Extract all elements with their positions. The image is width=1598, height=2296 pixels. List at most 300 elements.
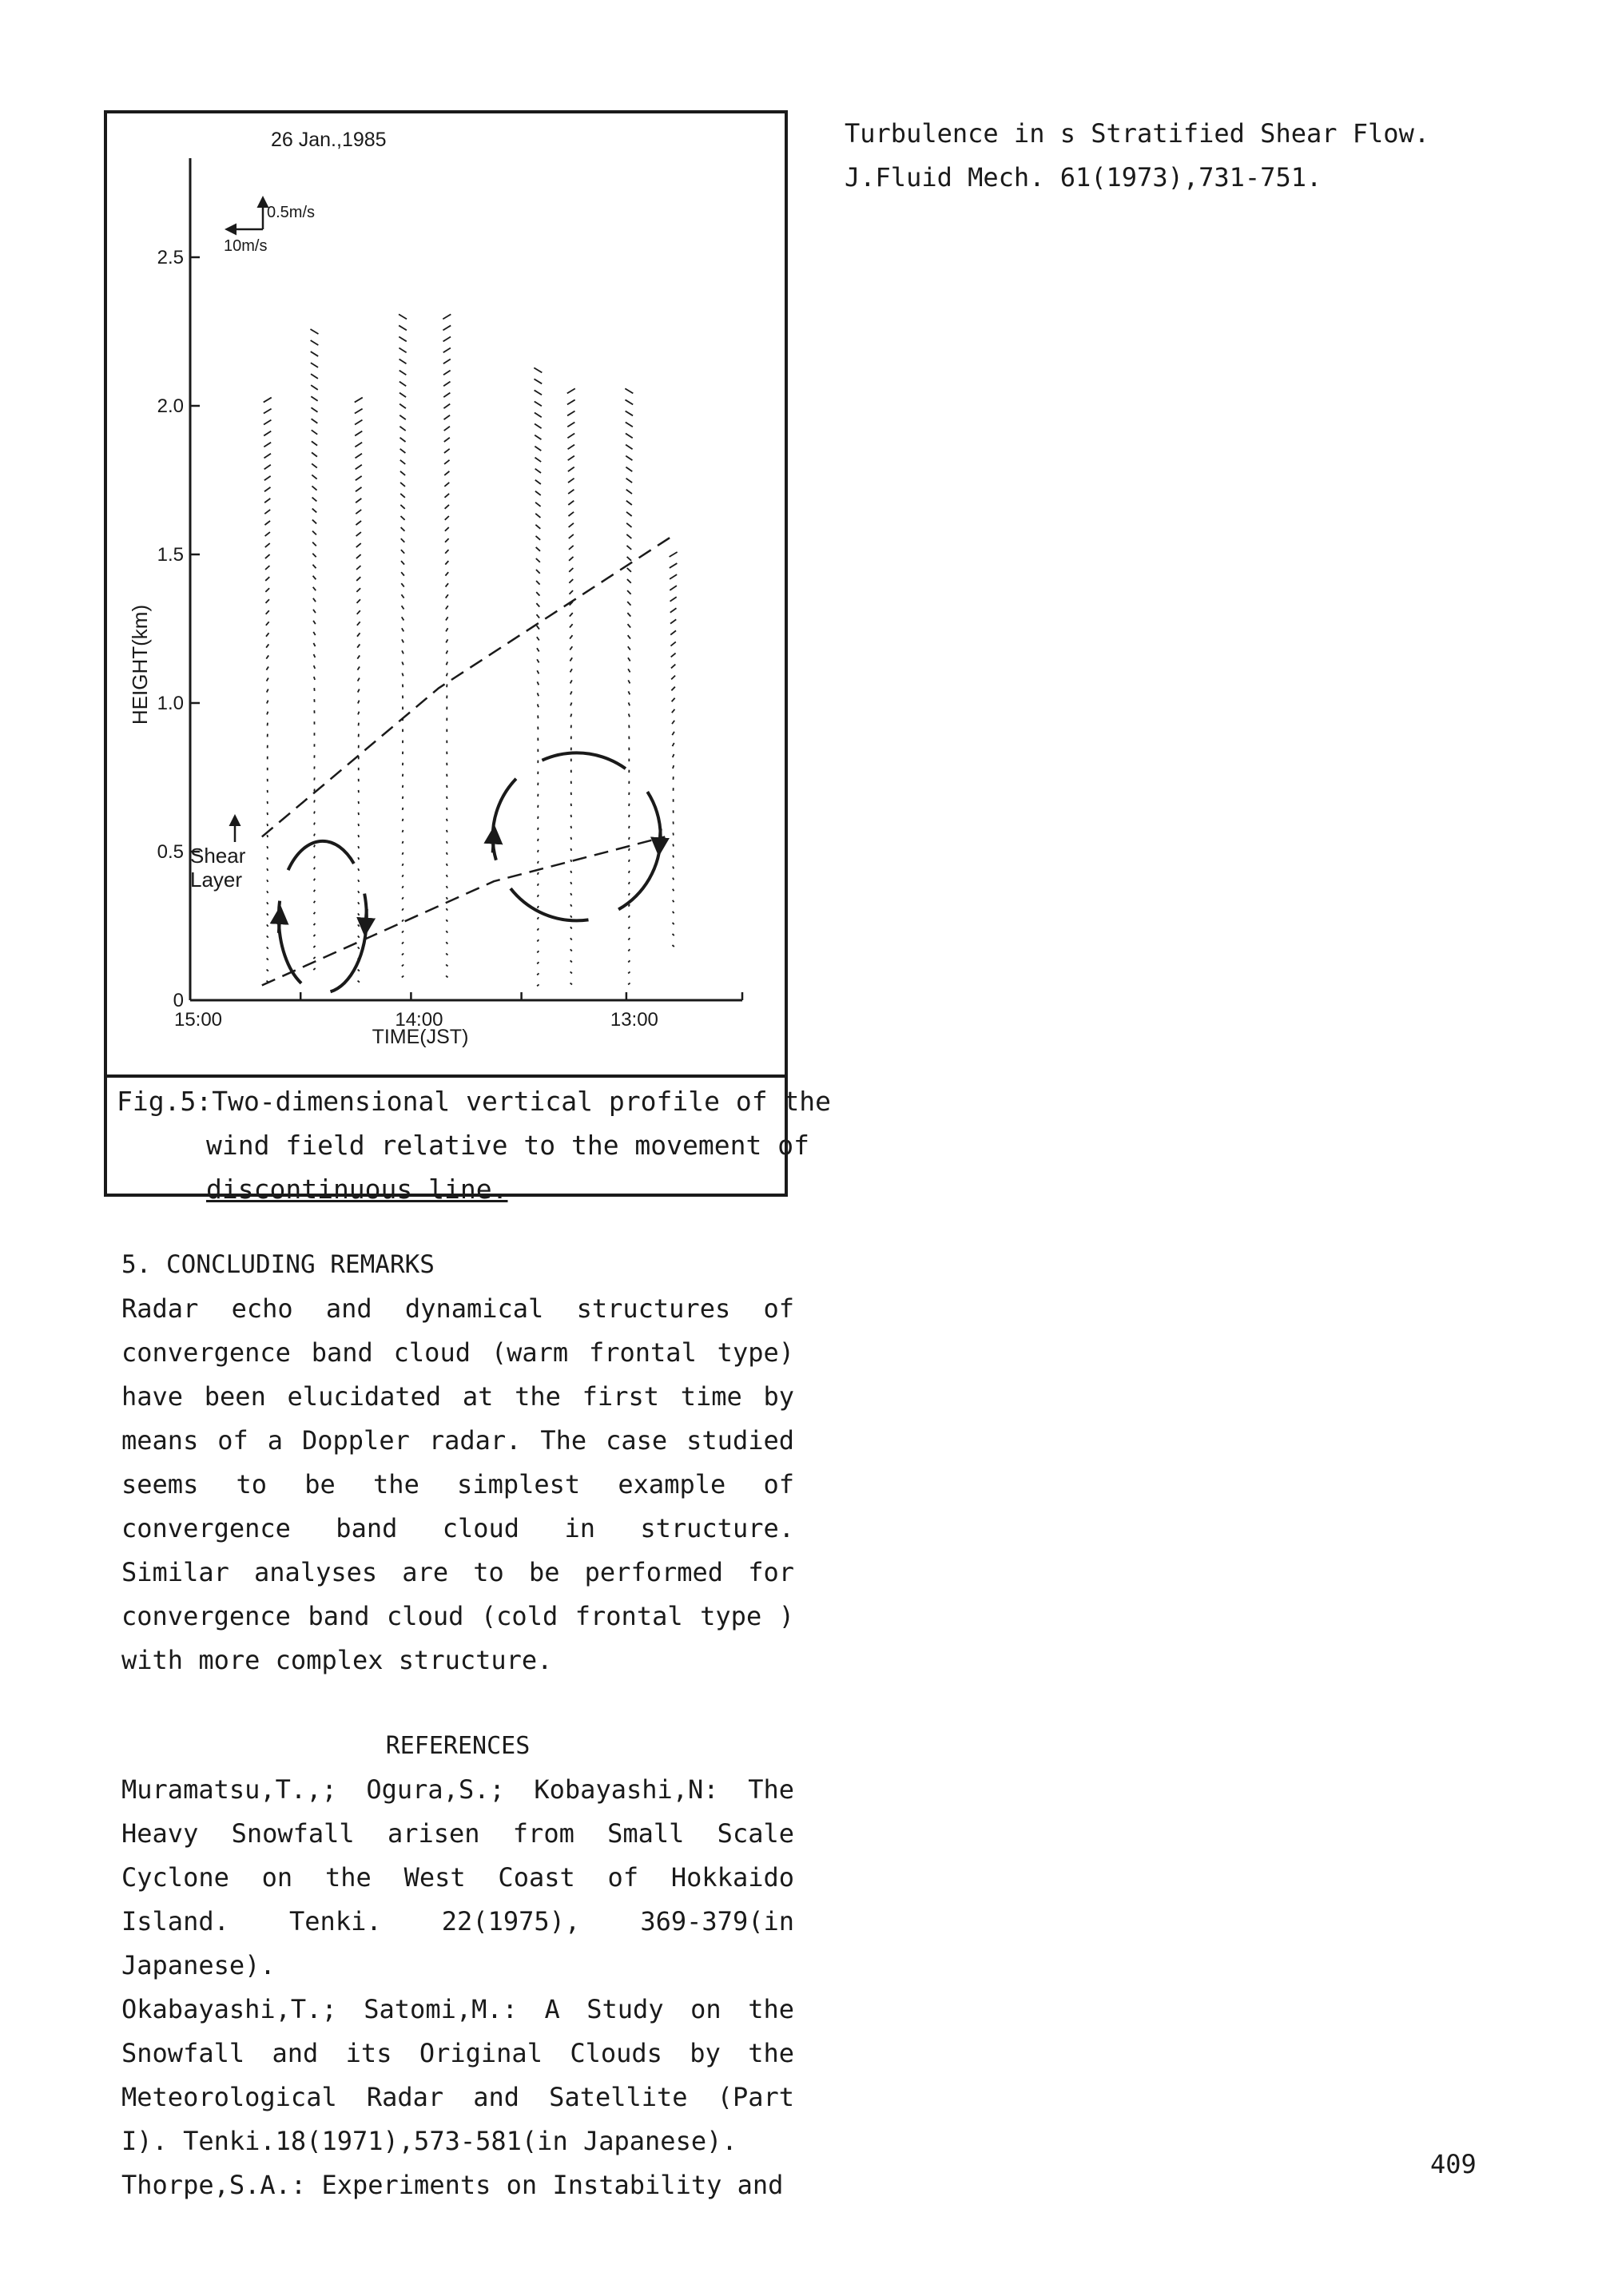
y-tick-label: 0 [173,990,184,1011]
wind-vector [400,516,404,520]
wind-vector [570,669,572,672]
caption-line-2: wind field relative to the movement of [206,1130,809,1161]
wind-vector [358,846,359,848]
wind-vector [401,594,403,598]
circulation-right-circulation [493,753,661,920]
wind-vector [402,606,404,609]
y-tick-label: 2.5 [157,247,184,268]
wind-vector [265,543,270,547]
wind-vector [402,908,403,910]
wind-vector [626,512,632,516]
wind-vector [358,981,360,983]
references-heading: REFERENCES [385,1732,531,1760]
wind-vector [446,628,447,631]
wind-vector [673,900,674,902]
wind-vector [358,712,359,715]
wind-vector [672,945,674,947]
wind-vector [446,639,447,642]
wind-vector [446,975,447,977]
wind-profile-chart [107,113,785,1075]
wind-vector [358,857,359,860]
wind-vector [673,743,674,746]
wind-vector [569,534,574,538]
caption-line-3: discontinuous line. [206,1174,508,1205]
wind-vector [629,815,630,817]
reference-item: Muramatsu,T.,; Ogura,S.; Kobayashi,N: The Heavy Snowfall arisen from Small Scale Cyclone on the West Coast of Hokkaido Island. Tenki. 22(1975), 369-379(in Japanese). [121,1774,794,1980]
wind-vector [673,889,674,892]
wind-vector [443,371,451,375]
wind-vector [264,454,271,459]
wind-vector [356,554,361,558]
wind-vector [629,882,630,884]
wind-vector [402,964,403,966]
wind-vector [313,946,315,947]
wind-vector [312,542,316,546]
wind-vector [399,325,407,330]
wind-vector [535,491,541,495]
wind-vector [629,702,630,705]
wind-vector [312,419,318,423]
wind-vector [401,583,403,586]
wind-vector [314,677,315,680]
wind-vector [447,661,448,665]
circulation-arrow [659,828,661,852]
wind-vector [626,501,632,505]
wind-vector [570,916,572,917]
wind-vector [536,581,539,585]
wind-vector [402,931,403,932]
wind-vector [265,554,270,558]
wind-vector [446,897,447,899]
wind-vector [626,411,633,415]
wind-vector [538,805,539,808]
wind-vector [671,653,676,657]
wind-vector [402,661,403,665]
wind-vector [538,693,539,696]
wind-vector [312,554,316,558]
wind-vector [357,633,360,636]
wind-vector [627,568,631,572]
wind-vector [537,626,539,629]
wind-vector [629,837,630,840]
wind-vector [445,561,448,565]
circulations [279,753,661,992]
wind-vector [673,912,674,913]
wind-vector [629,871,630,873]
wind-vector [402,897,403,899]
wind-vector [536,570,540,574]
wind-vector [626,434,633,439]
wind-vector [267,868,268,871]
wind-vector [267,924,268,926]
wind-vector [570,927,572,928]
reference-item: Thorpe,S.A.: Experiments on Instability and [121,2170,784,2200]
wind-vector [266,610,269,614]
wind-vector [443,314,451,319]
wind-vector [670,574,677,579]
wind-vector [356,510,361,514]
wind-vector [267,970,268,971]
wind-vector [402,886,403,888]
wind-vector [629,826,630,828]
wind-vector [358,935,360,937]
wind-vector [312,430,317,434]
wind-vector [314,834,315,836]
wind-vector [626,445,632,450]
wind-vector [267,891,268,893]
wind-vector [673,867,674,869]
wind-vector [671,665,675,669]
wind-vector [400,393,406,398]
wind-vector [671,687,675,691]
wind-vector [570,860,571,862]
wind-vector [445,527,449,531]
wind-vector [311,407,317,412]
wind-vector [535,525,540,529]
wind-vector [446,931,447,932]
wind-vector [264,499,270,502]
x-tick-label: 15:00 [173,1009,223,1031]
wind-vector [537,951,539,952]
scale-vertical-label: 0.5m/s [267,204,316,221]
wind-vector [626,546,631,550]
wind-vector [314,868,315,870]
x-axis-label: TIME(JST) [372,1026,469,1048]
wind-column [264,398,272,983]
wind-vector [311,352,318,356]
wind-vector [401,572,404,575]
wind-vector [267,958,268,959]
wind-vector [314,912,316,914]
wind-vector [626,534,631,538]
wind-vector [311,396,317,401]
wind-vector [312,475,316,479]
wind-vector [535,514,540,518]
wind-vector [266,655,268,658]
wind-vector [313,587,316,590]
wind-vector [537,659,539,662]
wind-vector [628,635,630,638]
wind-vector [356,521,361,525]
wind-vector [358,835,359,837]
wind-vector [267,935,268,937]
wind-vector [356,566,360,570]
wind-vector [400,471,405,475]
wind-vector [670,597,677,602]
wind-vector [358,868,359,871]
wind-vector-columns [264,314,678,986]
wind-vector [266,644,268,647]
wind-vector [670,630,676,634]
wind-vector [313,576,316,579]
wind-vector [673,856,674,858]
wind-vector [312,520,316,524]
wind-vector [673,832,674,835]
wind-vector [314,665,316,669]
wind-vector [400,382,406,387]
wind-vector [267,824,268,826]
wind-vector [357,655,360,658]
wind-vector [535,401,542,406]
wind-vector [626,456,632,461]
wind-vector [266,622,269,625]
wind-vector [628,949,630,951]
wind-vector [314,789,315,791]
wind-vector [570,904,572,907]
wind-vector [313,935,315,936]
wind-vector [536,603,539,606]
wind-vector [264,420,271,425]
wind-vector [627,579,631,583]
wind-vector [400,494,405,498]
wind-vector [400,404,406,408]
wind-vector [628,680,630,683]
wind-vector [672,721,674,724]
wind-vector [267,812,268,815]
wind-vector [537,670,539,673]
wind-vector [570,691,572,694]
wind-vector [401,550,404,554]
wind-vector [312,565,316,569]
wind-vector [535,435,541,440]
wind-vector [538,828,539,830]
wind-vector [673,754,674,757]
wind-vector [567,423,574,427]
wind-vector [570,848,571,851]
scale-horizontal-label: 10m/s [224,237,268,255]
wind-vector [670,563,678,568]
wind-vector [312,498,317,502]
wind-vector [446,617,448,620]
scale-vectors [224,198,315,255]
wind-vector [357,622,360,625]
wind-vector [401,561,404,565]
wind-vector [568,445,574,450]
wind-vector [570,949,572,951]
wind-vector [446,953,447,955]
wind-vector [673,844,674,846]
wind-vector [356,499,361,502]
wind-vector [537,928,539,930]
circulation-arrow [493,828,495,852]
wind-vector [358,701,360,704]
wind-vector [314,879,316,881]
wind-vector [313,632,315,635]
wind-vector [399,336,406,341]
wind-vector [267,701,268,704]
wind-vector [537,973,539,975]
wind-vector [443,325,451,330]
wind-vector [357,599,360,603]
wind-vector [266,599,269,603]
wind-vector [570,613,573,616]
wind-column [310,329,318,970]
wind-column [567,388,575,984]
wind-vector [535,458,541,462]
wind-vector [628,938,630,939]
wind-vector [402,650,403,653]
wind-vector [357,666,360,669]
x-tick-label: 13:00 [610,1009,658,1031]
wind-vector [314,812,315,814]
wind-vector [402,942,403,943]
annotation-layer: Layer [190,868,243,892]
dashed-lines [262,534,676,985]
wind-vector [264,487,271,491]
wind-vector [445,572,448,575]
wind-vector [673,878,674,880]
wind-vector [402,841,403,844]
wind-vector [400,449,406,453]
wind-vector [444,449,450,453]
wind-vector [535,502,541,506]
wind-vector [569,579,573,583]
y-tick-label: 0.5 [157,841,184,863]
wind-vector [570,815,571,817]
wind-vector [535,447,541,451]
wind-vector [537,962,539,963]
wind-vector [267,689,268,693]
wind-vector [570,646,572,649]
dashed-line-shear-layer [262,836,665,985]
wind-vector [355,443,362,447]
wind-vector [267,835,268,837]
wind-vector [400,438,406,442]
wind-vector [538,872,539,875]
wind-vector [267,947,268,948]
figure-5 [104,110,832,1205]
wind-vector [446,920,447,921]
wind-vector [443,393,450,398]
wind-vector [264,476,271,480]
wind-vector [537,939,539,941]
wind-vector [358,678,360,681]
wind-vector [445,538,449,542]
wind-vector [538,884,539,886]
wind-vector [265,566,269,570]
wind-vector [535,480,541,484]
wind-vector [538,850,539,852]
reference-continuation-line: J.Fluid Mech. 61(1973),731-751. [845,162,1322,193]
wind-vector [568,512,574,516]
wind-vector [628,624,631,627]
wind-vector [536,536,541,540]
wind-vector [537,984,539,986]
y-axis-label: HEIGHT(km) [128,604,152,725]
wind-vector [568,467,574,471]
wind-vector [538,816,539,819]
wind-vector [400,460,405,464]
wind-vector [538,704,539,707]
wind-vector [310,329,318,334]
wind-vector [312,486,316,490]
wind-vector [670,608,677,612]
wind-vector [629,916,630,917]
wind-vector [264,443,271,447]
wind-vector [625,399,633,404]
wind-vector [537,637,539,640]
wind-vector [446,964,447,966]
wind-vector [312,463,317,467]
wind-vector [358,970,360,971]
wind-vector [445,550,448,554]
circulation-left-circulation [279,841,367,993]
wind-vector [313,968,315,970]
wind-vector [358,812,359,815]
wind-vector [534,367,542,372]
wind-vector [538,895,539,897]
wind-vector [535,413,542,418]
wind-vector [267,913,268,915]
reference-item: Okabayashi,T.; Satomi,M.: A Study on the Snowfall and its Original Clouds by the Meteorological Radar and Satellite (Part I). Tenki.18(1971),573-581(in Japanese). [121,1994,794,2156]
wind-vector [312,531,316,535]
y-tick-label: 2.0 [157,395,184,417]
wind-column [355,398,363,983]
wind-vector [402,953,403,955]
circulation-arrow [365,909,367,933]
wind-vector [443,359,451,364]
wind-vector [629,860,630,862]
wind-vector [264,510,270,514]
wind-vector [670,619,676,623]
circulation-arrow [279,909,280,933]
wind-vector [570,871,571,873]
wind-vector [534,379,542,383]
wind-vector [355,431,362,436]
wind-vector [313,598,316,602]
wind-vector [625,388,633,393]
wind-vector [358,689,360,693]
wind-vector [264,431,271,436]
wind-column [443,314,451,977]
wind-vector [443,348,451,353]
wind-vector [626,423,633,427]
wind-vector [358,902,360,904]
concluding-paragraph: Radar echo and dynamical structures of convergence band cloud (warm frontal type) have been elucidated at the first time by means of a Doppler radar. The case studied seems to be the simplest example of convergence band cloud in structure. Similar analyses are to be performed for convergence band cloud (cold frontal type ) with more complex structure. [121,1293,794,1675]
wind-vector [537,917,539,919]
wind-vector [264,521,270,525]
wind-vector [671,676,675,680]
wind-vector [570,713,571,717]
wind-vector [670,642,675,646]
wind-vector [400,427,405,431]
wind-vector [401,538,405,542]
wind-vector [358,891,359,893]
wind-vector [626,523,631,527]
wind-vector [570,826,571,828]
wind-vector [444,471,449,475]
wind-vector [400,371,407,375]
wind-vector [444,438,450,442]
wind-vector [537,614,540,618]
wind-vector [672,698,675,702]
wind-vector [444,483,449,487]
wind-vector [535,424,542,429]
wind-vector [538,906,539,908]
wind-vector [629,713,630,717]
wind-vector [265,577,269,581]
wind-vector [536,558,540,562]
wind-vector [444,494,449,498]
wind-vector [356,543,361,547]
wind-vector [568,501,574,505]
wind-vector [311,340,319,345]
wind-vector [312,509,317,513]
wind-vector [670,586,677,590]
wind-vector [314,654,316,657]
y-tick-label: 1.0 [157,693,184,714]
wind-vector [267,678,268,681]
